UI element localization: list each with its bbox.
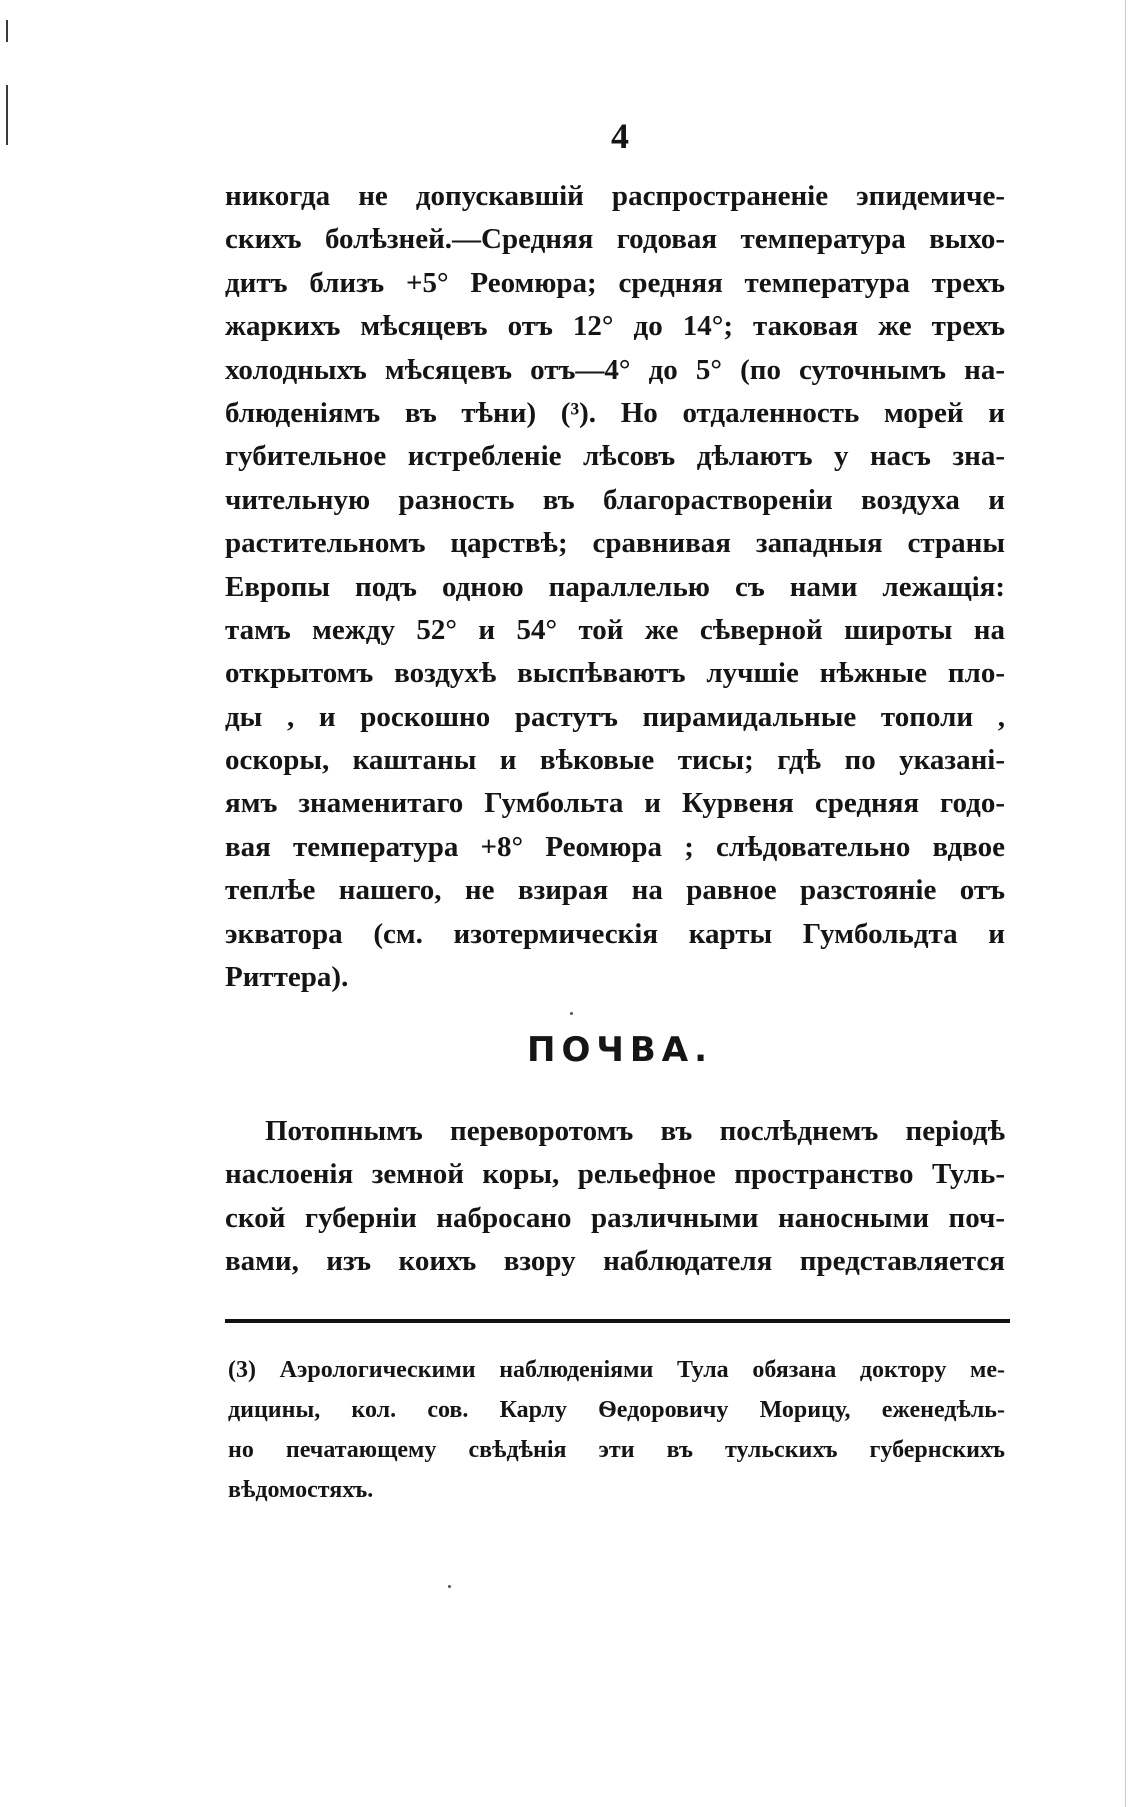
paragraph-line: открытомъ воздухѣ выспѣваютъ лучшіе нѣжные пло- [225,657,1005,690]
section-line: наслоенія земной коры, рельефное пространство Туль- [225,1158,1005,1191]
section-line: Потопнымъ переворотомъ въ послѣднемъ періодѣ [265,1115,1005,1147]
section-line: ской губерніи набросано различными наносными поч- [225,1201,1005,1234]
page-number: 4 [611,116,629,156]
section-line: вами, изъ коихъ взору наблюдателя представляется [225,1245,1005,1278]
paragraph-line: тамъ между 52° и 54° той же сѣверной широты на [225,613,1005,646]
paragraph-line: холодныхъ мѣсяцевъ отъ—4° до 5° (по суточнымъ на- [225,353,1005,386]
paragraph-line: растительномъ царствѣ; сравнивая западныя страны [225,527,1005,560]
paragraph-line: Европы подъ одною параллелью съ нами лежащія: [225,570,1005,603]
paragraph-line: ямъ знаменитаго Гумбольта и Курвеня средняя годо- [225,787,1005,820]
footnote-line: вѣдомостяхъ. [228,1477,374,1503]
footnote-line: дицины, кол. сов. Карлу Ѳедоровичу Морицу, еженедѣль- [228,1397,1005,1423]
footnote-line: (3) Аэрологическими наблюденіями Тула обязана доктору ме- [228,1357,1005,1383]
paragraph-line: оскоры, каштаны и вѣковые тисы; гдѣ по указанi- [225,744,1005,777]
scan-edge-mark-top [6,20,8,42]
paragraph-line: скихъ болѣзней.—Средняя годовая температура выхо- [225,223,1005,256]
section-heading: ПОЧВА. [527,1030,713,1070]
scan-right-edge [1125,0,1126,1807]
paragraph-line: губительное истребленіе лѣсовъ дѣлаютъ у насъ зна- [225,440,1005,473]
footnote-separator-rule [225,1319,1010,1323]
paragraph-line: чительную разность въ благорастворенiи воздуха и [225,483,1005,516]
paragraph-line: блюденіямъ въ тѣни) (³). Но отдаленность морей и [225,396,1005,429]
scan-speck [570,1012,573,1015]
paragraph-line: вая температура +8° Реомюра ; слѣдовательно вдвое [225,830,1005,863]
main-paragraph [225,175,1005,999]
paragraph-line: ды , и роскошно растутъ пирамидальные тополи , [225,700,1005,733]
paragraph-line: никогда не допускавшій распространеніе эпидемиче- [225,180,1005,212]
paragraph-line: Риттера). [225,961,349,994]
paragraph-line: жаркихъ мѣсяцевъ отъ 12° до 14°; таковая же трехъ [225,310,1005,343]
section-paragraph [225,1110,1005,1284]
footnote [228,1350,1005,1510]
footnote-line: но печатающему свѣдѣнія эти въ тульскихъ губернскихъ [228,1437,1005,1463]
paragraph-line: экватора (см. изотермическія карты Гумбольдта и [225,917,1005,950]
scan-speck [448,1585,451,1588]
paragraph-line: дитъ близъ +5° Реомюра; средняя температура трехъ [225,266,1005,299]
paragraph-line: теплѣе нашего, не взирая на равное разстояніе отъ [225,874,1005,907]
